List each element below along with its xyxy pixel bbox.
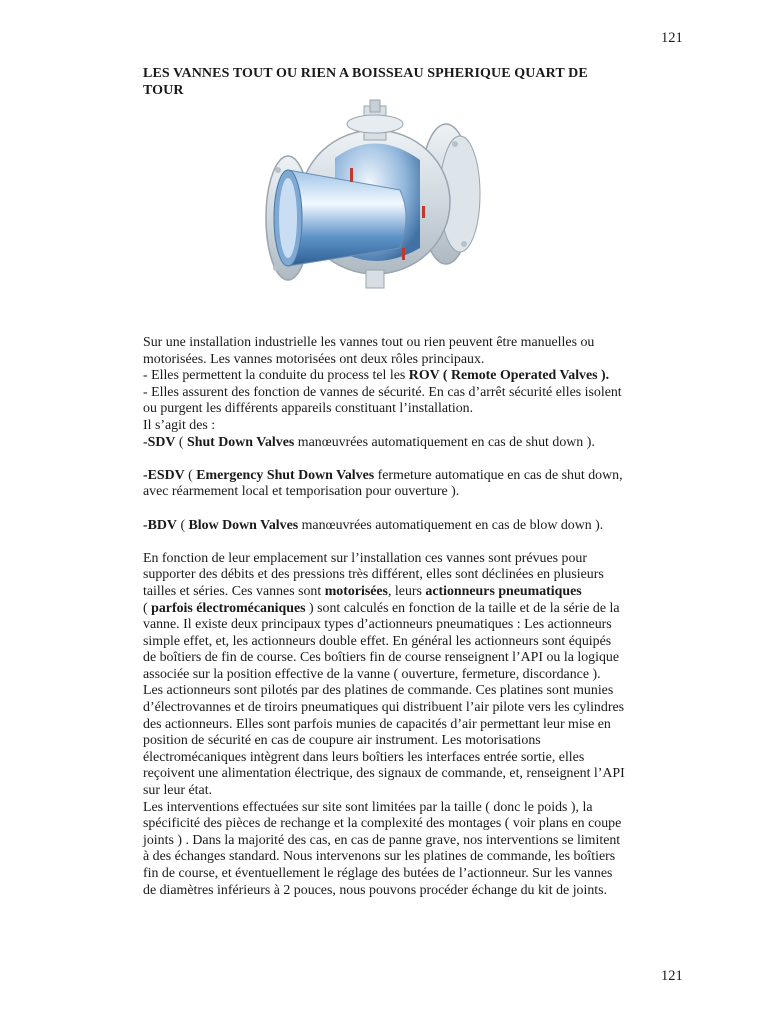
sdv-line: -SDV ( Shut Down Valves manœuvrées automatiquement en cas de shut down ).	[143, 434, 595, 450]
para-line: associée sur la position effective de la vanne ( ouverture, fermeture, discordance ).	[143, 666, 601, 682]
para-line: sur leur état.	[143, 783, 213, 799]
page-title	[143, 65, 663, 99]
page-number-top: 121	[661, 30, 683, 46]
para-line: de diamètres inférieurs à 2 pouces, nous pouvons procéder échange du kit de joints.	[143, 882, 608, 898]
para-line: à des échanges standard. Nous intervenons sur les platines de commande, les boîtiers	[143, 849, 616, 865]
intro-line: motorisées. Les vannes motorisées ont deux rôles principaux.	[143, 351, 485, 367]
para-line: tailles et séries. Ces vannes sont motorisées, leurs actionneurs pneumatiques	[143, 583, 582, 599]
title-line-1: LES VANNES TOUT OU RIEN A BOISSEAU SPHERIQUE QUART DE	[143, 66, 588, 81]
ball-valve-icon	[250, 98, 500, 298]
para-line: joints ) . Dans la majorité des cas, en cas de panne grave, nos interventions se limitent	[143, 832, 621, 848]
document-body	[143, 335, 688, 899]
para-line: électromécaniques intègrent dans leurs boîtiers les interfaces entrée sortie, elles	[143, 749, 585, 765]
intro-line: - Elles permettent la conduite du process tel les ROV ( Remote Operated Valves ).	[143, 368, 610, 384]
para-line: reçoivent une alimentation électrique, des signaux de commande, et, renseignent l’API	[143, 766, 625, 782]
ball-valve-illustration	[250, 98, 500, 298]
intro-line: Sur une installation industrielle les vannes tout ou rien peuvent être manuelles ou	[143, 335, 595, 350]
para-line: de boîtiers de fin de course. Ces boîtiers fin de course renseignent l’API ou la logique	[143, 650, 620, 666]
para-line: des actionneurs. Elles sont parfois munies de capacités d’air permettant leur mise en	[143, 716, 611, 732]
title-line-2: TOUR	[143, 83, 184, 98]
intro-line: ou purgent les différents appareils constituant l’installation.	[143, 401, 474, 417]
esdv-line: -ESDV ( Emergency Shut Down Valves fermeture automatique en cas de shut down,	[143, 467, 623, 483]
para-line: fin de course, et éventuellement le réglage des butées de l’actionneur. Sur les vannes	[143, 866, 613, 881]
para-line: En fonction de leur emplacement sur l’installation ces vannes sont prévues pour	[143, 550, 587, 566]
intro-line: Il s’agit des :	[143, 417, 216, 433]
para-line: Les interventions effectuées sur site sont limitées par la taille ( donc le poids ), la	[143, 799, 593, 815]
esdv-line-2: avec réarmement local et temporisation pour ouverture ).	[143, 484, 460, 500]
intro-line: - Elles assurent des fonction de vannes de sécurité. En cas d’arrêt sécurité elles isolent	[143, 384, 622, 400]
para-line: d’électrovannes et de tiroirs pneumatiques qui distribuent l’air pilote vers les cylindres	[143, 700, 625, 716]
para-line: supporter des débits et des pressions très différent, elles sont déclinées en plusieurs	[143, 567, 604, 583]
page-number-bottom: 121	[661, 968, 683, 984]
para-line: ( parfois électromécaniques ) sont calculés en fonction de la taille et de la série de la	[143, 600, 620, 616]
para-line: vanne. Il existe deux principaux types d’actionneurs pneumatiques : Les actionneurs	[143, 617, 612, 633]
para-line: simple effet, et, les actionneurs double effet. En général les actionneurs sont équipés	[143, 633, 612, 649]
para-line: Les actionneurs sont pilotés par des platines de commande. Ces platines sont munies	[143, 683, 614, 699]
bdv-line: -BDV ( Blow Down Valves manœuvrées automatiquement en cas de blow down ).	[143, 517, 604, 533]
para-line: position de sécurité en cas de coupure air instrument. Les motorisations	[143, 733, 541, 749]
para-line: spécificité des pièces de rechange et la complexité des montages ( voir plans en coupe	[143, 816, 622, 832]
